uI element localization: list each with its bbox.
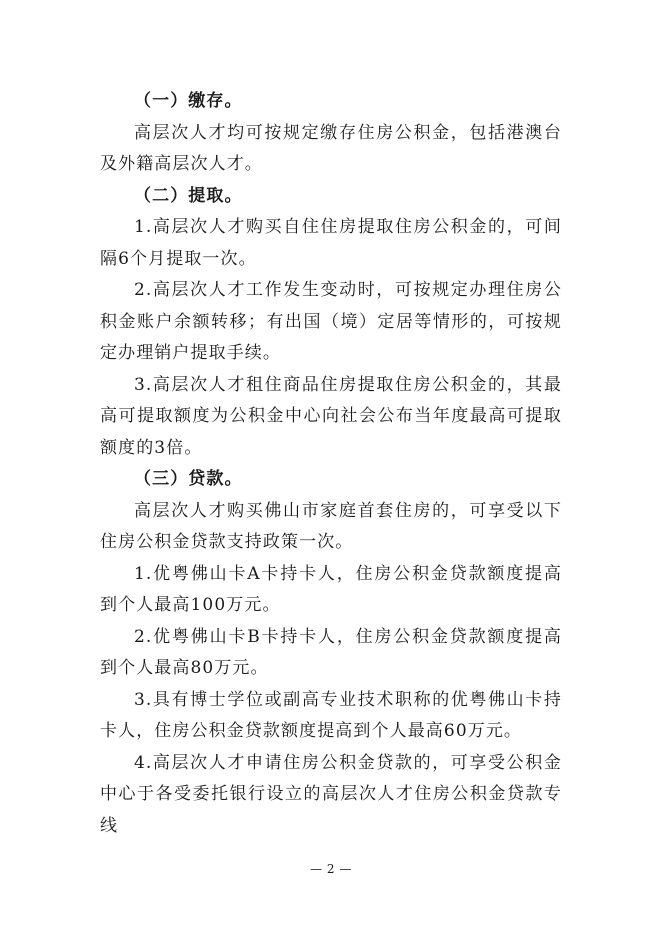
- paragraph: 4.高层次人才申请住房公积金贷款的，可享受公积金中心于各受委托银行设立的高层次人才住房公积金贷款专线: [100, 752, 562, 836]
- paragraph: 1.高层次人才购买自住住房提取住房公积金的，可间隔6个月提取一次。: [100, 217, 562, 269]
- paragraph: 3.具有博士学位或副高专业技术职称的优粤佛山卡持卡人，住房公积金贷款额度提高到个人最高60万元。: [100, 689, 562, 741]
- paragraph: 2.高层次人才工作发生变动时，可按规定办理住房公积金账户余额转移；有出国（境）定居等情形的，可按规定办理销户提取手续。: [100, 280, 562, 363]
- page-number: — 2 —: [310, 862, 352, 876]
- paragraph: 2.优粤佛山卡B卡持卡人，住房公积金贷款额度提高到个人最高80万元。: [100, 626, 562, 678]
- section-heading-loan: （三）贷款。: [134, 469, 243, 489]
- paragraph: 高层次人才购买佛山市家庭首套住房的，可享受以下住房公积金贷款支持政策一次。: [100, 500, 562, 552]
- paragraph: 1.优粤佛山卡A卡持卡人，住房公积金贷款额度提高到个人最高100万元。: [100, 563, 562, 615]
- paragraph: 高层次人才均可按规定缴存住房公积金，包括港澳台及外籍高层次人才。: [100, 122, 562, 174]
- paragraph: 3.高层次人才租住商品住房提取住房公积金的，其最高可提取额度为公积金中心向社会公布当年度最高可提取额度的3倍。: [100, 374, 562, 458]
- section-heading-withdrawal: （二）提取。: [134, 185, 243, 206]
- section-heading-deposit: （一）缴存。: [134, 91, 243, 111]
- document-body: [100, 86, 562, 842]
